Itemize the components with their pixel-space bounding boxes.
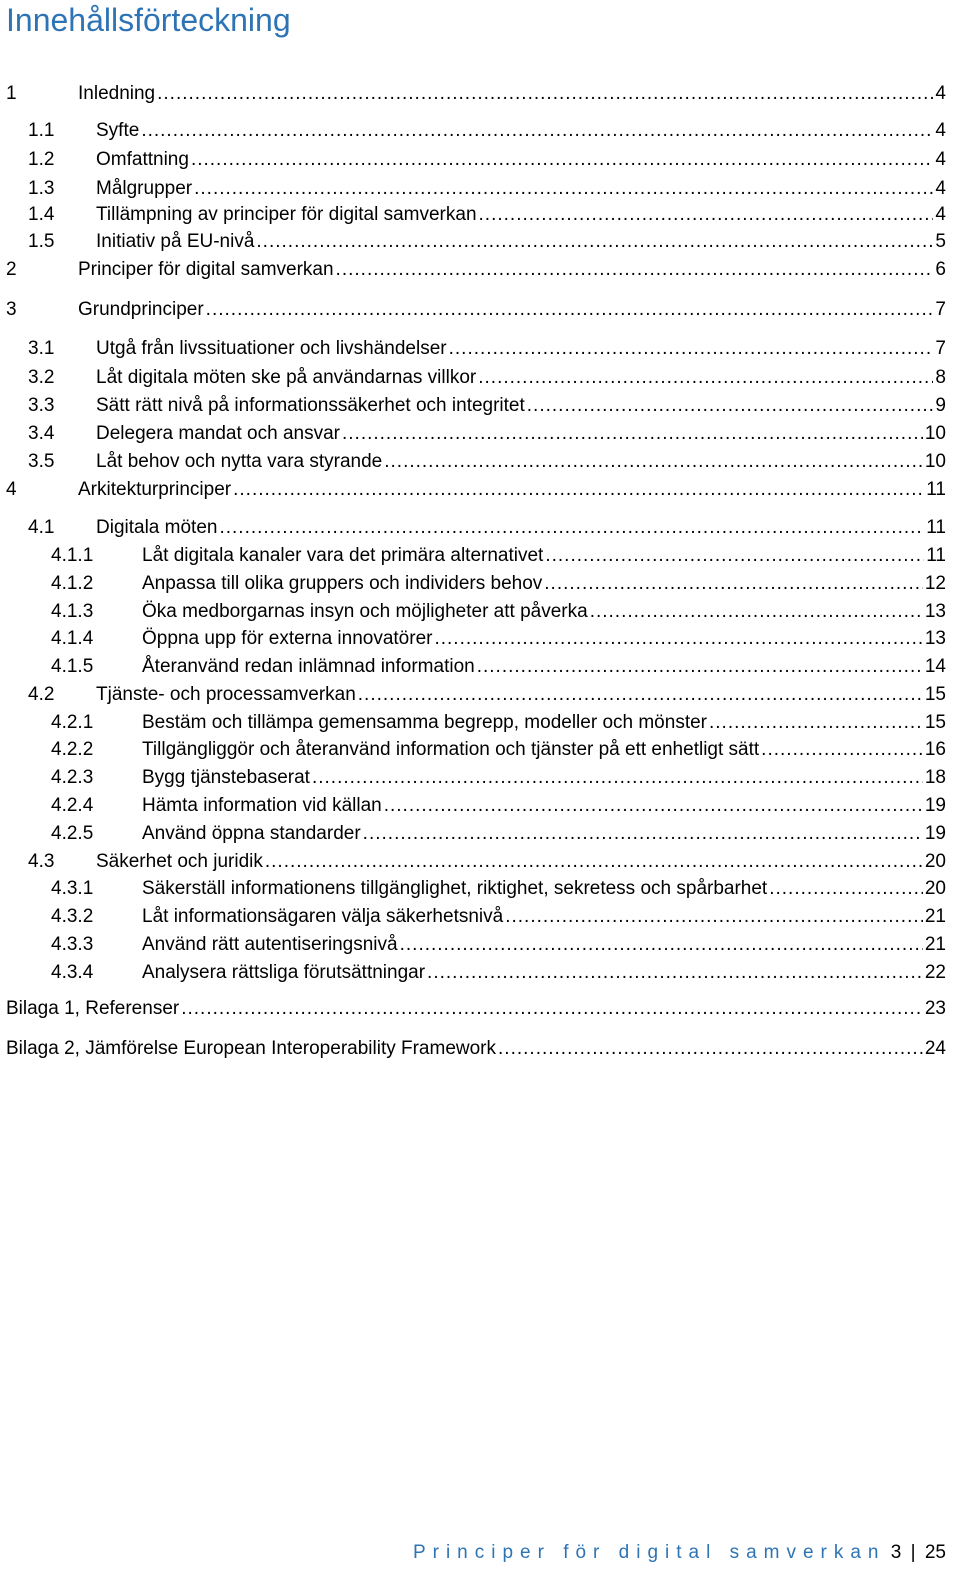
- toc-entry[interactable]: [0, 175, 960, 203]
- toc-entry[interactable]: [0, 625, 960, 653]
- toc-dot-leader: [449, 335, 934, 363]
- toc-entry-title: Säkerställ informationens tillgänglighet, riktighet, sekretess och spårbarhet: [142, 878, 768, 899]
- toc-dot-leader: [206, 296, 934, 324]
- toc-entry-title: Omfattning: [96, 149, 189, 170]
- toc-entry-page: 4: [935, 149, 946, 170]
- toc-entry-title: Använd öppna standarder: [142, 823, 361, 844]
- toc-entry-title: Inledning: [78, 83, 156, 104]
- toc-entry-title: Låt digitala kanaler vara det primära alternativet: [142, 545, 544, 566]
- toc-entry-title: Låt digitala möten ske på användarnas villkor: [96, 367, 477, 388]
- toc-dot-leader: [527, 392, 934, 420]
- toc-dot-leader: [478, 364, 933, 392]
- toc-entry-number: 4.1.5: [51, 656, 94, 677]
- toc-entry-number: 2: [6, 259, 17, 280]
- toc-entry-title: Låt behov och nytta vara styrande: [96, 451, 383, 472]
- toc-entry-page: 11: [926, 545, 946, 566]
- toc-entry[interactable]: [0, 80, 960, 108]
- toc-entry-number: 4.1.2: [51, 573, 94, 594]
- toc-entry-page: 11: [926, 517, 946, 538]
- toc-entry-page: 7: [935, 338, 946, 359]
- toc-entry[interactable]: [0, 959, 960, 987]
- toc-dot-leader: [219, 514, 924, 542]
- toc-entry-number: 4.2.1: [51, 712, 94, 733]
- toc-entry[interactable]: [0, 448, 960, 476]
- toc-dot-leader: [434, 625, 922, 653]
- toc-entry-title: Bygg tjänstebaserat: [142, 767, 310, 788]
- footer-total-pages: 25: [924, 1542, 946, 1563]
- toc-entry-number: 4.1.4: [51, 628, 94, 649]
- toc-entry-page: 14: [924, 656, 946, 677]
- toc-entry[interactable]: [0, 420, 960, 448]
- toc-entry[interactable]: [0, 335, 960, 363]
- toc-entry[interactable]: [0, 146, 960, 174]
- toc-entry[interactable]: [0, 792, 960, 820]
- toc-dot-leader: [545, 542, 924, 570]
- toc-entry-number: 4.2.3: [51, 767, 94, 788]
- toc-entry-number: 3.2: [28, 367, 55, 388]
- toc-entry-number: 4.2: [28, 684, 55, 705]
- toc-entry-title: Låt informationsägaren välja säkerhetsnivå: [142, 906, 504, 927]
- toc-entry-title: Bilaga 2, Jämförelse European Interoperability Framework: [6, 1038, 497, 1059]
- toc-entry-number: 4.2.5: [51, 823, 94, 844]
- toc-entry-number: 4.1.1: [51, 545, 94, 566]
- toc-entry[interactable]: [0, 681, 960, 709]
- toc-entry-page: 4: [935, 178, 946, 199]
- toc-entry[interactable]: [0, 764, 960, 792]
- toc-entry-page: 22: [924, 962, 946, 983]
- toc-entry-title: Arkitekturprinciper: [78, 479, 232, 500]
- toc-entry[interactable]: [0, 995, 960, 1023]
- toc-dot-leader: [256, 228, 933, 256]
- toc-dot-leader: [498, 1035, 923, 1063]
- toc-entry-title: Utgå från livssituationer och livshändelser: [96, 338, 447, 359]
- toc-entry-page: 4: [935, 204, 946, 225]
- toc-entry-title: Grundprinciper: [78, 299, 204, 320]
- toc-entry-title: Syfte: [96, 120, 140, 141]
- toc-entry-title: Sätt rätt nivå på informationssäkerhet och integritet: [96, 395, 525, 416]
- toc-dot-leader: [141, 117, 933, 145]
- toc-dot-leader: [194, 175, 933, 203]
- toc-entry-number: 4: [6, 479, 17, 500]
- toc-dot-leader: [265, 848, 923, 876]
- toc-dot-leader: [384, 792, 923, 820]
- toc-entry[interactable]: [0, 903, 960, 931]
- toc-entry-page: 7: [935, 299, 946, 320]
- toc-entry-page: 16: [924, 739, 946, 760]
- toc-entry-title: Initiativ på EU-nivå: [96, 231, 255, 252]
- toc-entry-page: 19: [924, 795, 946, 816]
- toc-entry-title: Digitala möten: [96, 517, 218, 538]
- toc-entry-number: 4.1: [28, 517, 55, 538]
- toc-entry-page: 23: [924, 998, 946, 1019]
- toc-entry-title: Bestäm och tillämpa gemensamma begrepp, modeller och mönster: [142, 712, 707, 733]
- page-title: Innehållsförteckning: [6, 2, 291, 38]
- toc-entry[interactable]: [0, 228, 960, 256]
- toc-entry[interactable]: [0, 931, 960, 959]
- toc-dot-leader: [544, 570, 923, 598]
- toc-entry-number: 4.3: [28, 851, 55, 872]
- toc-dot-leader: [358, 681, 923, 709]
- toc-entry-page: 15: [924, 712, 946, 733]
- toc-entry[interactable]: [0, 820, 960, 848]
- toc-dot-leader: [769, 875, 923, 903]
- toc-dot-leader: [709, 709, 923, 737]
- toc-entry-number: 1.1: [28, 120, 55, 141]
- toc-entry-page: 10: [924, 451, 946, 472]
- toc-dot-leader: [427, 959, 923, 987]
- toc-entry-page: 21: [924, 906, 946, 927]
- toc-entry-page: 4: [935, 120, 946, 141]
- toc-entry-page: 6: [935, 259, 946, 280]
- toc-entry-title: Bilaga 1, Referenser: [6, 998, 180, 1019]
- toc-entry-number: 1.5: [28, 231, 55, 252]
- toc-entry-number: 4.3.3: [51, 934, 94, 955]
- toc-entry-page: 10: [924, 423, 946, 444]
- footer-page-number: 3: [890, 1542, 902, 1563]
- toc-entry[interactable]: [0, 514, 960, 542]
- toc-entry-number: 4.2.4: [51, 795, 94, 816]
- toc-entry-page: 13: [924, 601, 946, 622]
- toc-dot-leader: [479, 201, 934, 229]
- toc-entry-number: 1: [6, 83, 17, 104]
- toc-entry[interactable]: [0, 201, 960, 229]
- toc-entry-title: Säkerhet och juridik: [96, 851, 263, 872]
- toc-entry-page: 20: [924, 878, 946, 899]
- toc-entry-page: 13: [924, 628, 946, 649]
- toc-entry[interactable]: [0, 736, 960, 764]
- toc-entry-number: 3: [6, 299, 17, 320]
- toc-entry-title: Hämta information vid källan: [142, 795, 382, 816]
- toc-entry-title: Använd rätt autentiseringsnivå: [142, 934, 398, 955]
- toc-entry[interactable]: [0, 653, 960, 681]
- toc-entry[interactable]: [0, 1035, 960, 1063]
- toc-dot-leader: [181, 995, 923, 1023]
- toc-entry[interactable]: [0, 570, 960, 598]
- footer-document-title: Principer för digital samverkan: [412, 1542, 886, 1563]
- toc-dot-leader: [590, 598, 923, 626]
- toc-entry-number: 1.3: [28, 178, 55, 199]
- toc-entry[interactable]: [0, 296, 960, 324]
- toc-entry-page: 11: [926, 479, 946, 500]
- toc-entry-number: 1.2: [28, 149, 55, 170]
- toc-entry[interactable]: [0, 875, 960, 903]
- toc-entry[interactable]: [0, 392, 960, 420]
- toc-entry[interactable]: [0, 542, 960, 570]
- toc-dot-leader: [336, 256, 934, 284]
- toc-entry-page: 5: [935, 231, 946, 252]
- toc-entry-number: 4.3.4: [51, 962, 94, 983]
- toc-entry-title: Principer för digital samverkan: [78, 259, 334, 280]
- toc-dot-leader: [363, 820, 923, 848]
- toc-dot-leader: [761, 736, 923, 764]
- toc-dot-leader: [505, 903, 923, 931]
- toc-entry[interactable]: [0, 256, 960, 284]
- toc-entry-title: Öppna upp för externa innovatörer: [142, 628, 433, 649]
- toc-entry-page: 15: [924, 684, 946, 705]
- toc-entry-page: 24: [924, 1038, 946, 1059]
- toc-entry[interactable]: [0, 476, 960, 504]
- page-footer: [413, 1542, 946, 1564]
- toc-entry-number: 3.5: [28, 451, 55, 472]
- toc-entry[interactable]: [0, 117, 960, 145]
- toc-entry-page: 21: [924, 934, 946, 955]
- toc-dot-leader: [312, 764, 923, 792]
- toc-entry-page: 8: [935, 367, 946, 388]
- toc-entry-page: 4: [935, 83, 946, 104]
- toc-entry-title: Öka medborgarnas insyn och möjligheter att påverka: [142, 601, 588, 622]
- toc-entry-title: Tjänste- och processamverkan: [96, 684, 356, 705]
- toc-entry-title: Delegera mandat och ansvar: [96, 423, 340, 444]
- toc-dot-leader: [342, 420, 923, 448]
- toc-entry[interactable]: [0, 364, 960, 392]
- toc-entry-page: 9: [935, 395, 946, 416]
- toc-entry-title: Målgrupper: [96, 178, 193, 199]
- toc-entry-number: 3.4: [28, 423, 55, 444]
- toc-entry-page: 19: [924, 823, 946, 844]
- toc-entry-page: 18: [924, 767, 946, 788]
- toc-entry-title: Analysera rättsliga förutsättningar: [142, 962, 426, 983]
- toc-dot-leader: [477, 653, 923, 681]
- toc-entry-title: Återanvänd redan inlämnad information: [142, 656, 475, 677]
- toc-entry-title: Anpassa till olika gruppers och individers behov: [142, 573, 543, 594]
- toc-dot-leader: [384, 448, 923, 476]
- toc-dot-leader: [157, 80, 933, 108]
- toc-entry-number: 1.4: [28, 204, 55, 225]
- toc-entry-title: Tillgängliggör och återanvänd information och tjänster på ett enhetligt sätt: [142, 739, 760, 760]
- toc-entry-number: 3.3: [28, 395, 55, 416]
- toc-dot-leader: [400, 931, 923, 959]
- toc-entry-title: Tillämpning av principer för digital samverkan: [96, 204, 477, 225]
- toc-entry[interactable]: [0, 848, 960, 876]
- toc-dot-leader: [191, 146, 933, 174]
- toc-entry-page: 20: [924, 851, 946, 872]
- footer-separator: |: [910, 1542, 916, 1563]
- toc-entry-number: 3.1: [28, 338, 55, 359]
- toc-entry[interactable]: [0, 709, 960, 737]
- toc-entry-number: 4.3.2: [51, 906, 94, 927]
- toc-entry-number: 4.1.3: [51, 601, 94, 622]
- toc-entry-page: 12: [924, 573, 946, 594]
- toc-entry-number: 4.2.2: [51, 739, 94, 760]
- toc-entry[interactable]: [0, 598, 960, 626]
- toc-dot-leader: [233, 476, 924, 504]
- toc-entry-number: 4.3.1: [51, 878, 94, 899]
